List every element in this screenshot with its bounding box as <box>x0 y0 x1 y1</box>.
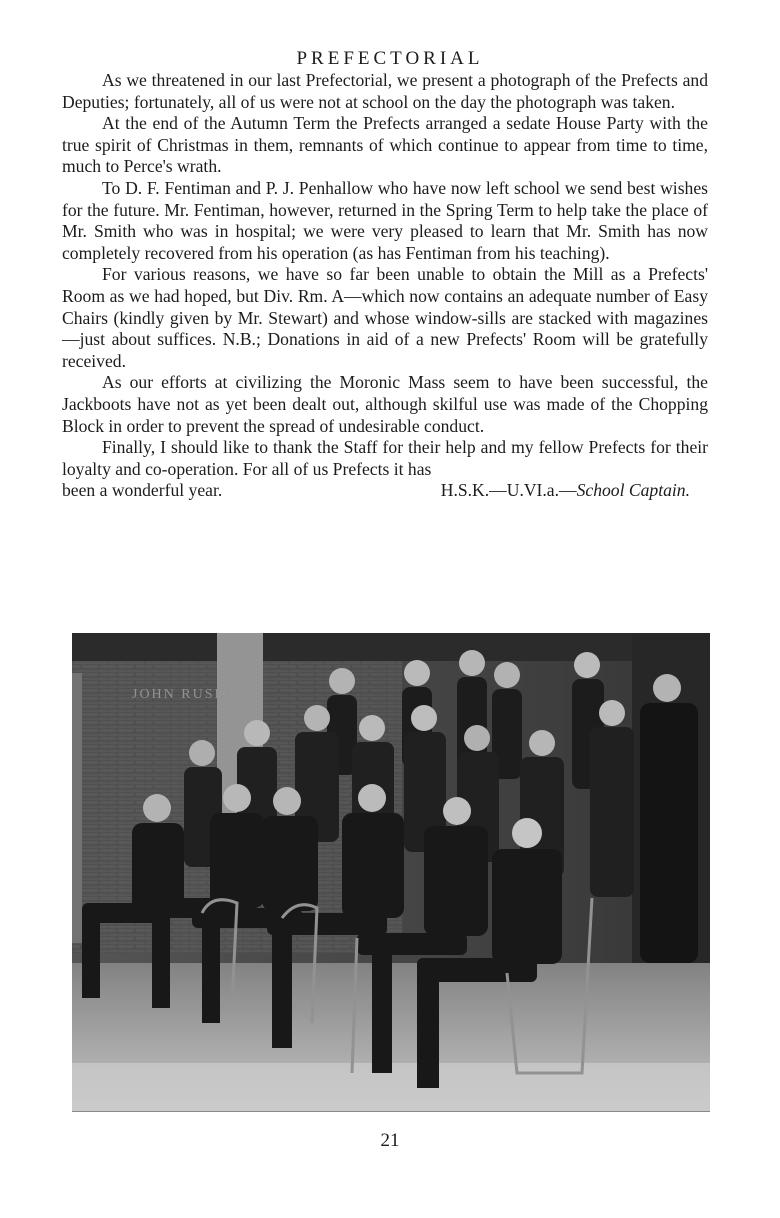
paragraph: For various reasons, we have so far been unable to obtain the Mill as a Prefects' Room as we had hoped, but Div. Rm. A—which now contains an adequate number of Easy Chairs (kindly given by Mr. Stewart) and whose window-sills are stacked with magazines—just about suffices. N.B.; Donations in aid of a new Prefects' Room will be gratefully received. <box>62 264 708 371</box>
signature-role: School Captain. <box>576 480 690 501</box>
page-number: 21 <box>380 1130 400 1151</box>
paragraph: At the end of the Autumn Term the Prefects arranged a sedate House Party with the true spirit of Christmas in them, remnants of which continue to appear from time to time, much to Perce's wrath. <box>62 113 708 177</box>
paragraph: To D. F. Fentiman and P. J. Penhallow who have now left school we send best wishes for the future. Mr. Fentiman, however, returned in the Spring Term to help take the place of Mr. Smith who was in hospital; we were very pleased to learn that Mr. Smith has now completely recovered from his operation (as has Fentiman from his teaching). <box>62 177 708 263</box>
signature <box>441 480 690 502</box>
building-sign: JOHN RUSKI <box>132 687 234 702</box>
prefects-group-photo <box>72 633 710 1112</box>
photo-image <box>72 633 710 1111</box>
paragraph: Finally, I should like to thank the Staff for their help and my fellow Prefects for their loyalty and co-operation. For all of us Prefects it has <box>62 437 708 479</box>
closing-line <box>62 480 708 502</box>
paragraph: As we threatened in our last Prefectorial, we present a photograph of the Prefects and Deputies; fortunately, all of us were not at school on the day the photograph was taken. <box>62 70 708 112</box>
article-body <box>62 70 708 502</box>
closing-text: been a wonderful year. <box>62 480 223 501</box>
page-title: PREFECTORIAL <box>296 48 484 69</box>
signature-initials: H.S.K.—U.VI.a.— <box>440 480 577 501</box>
paragraph: As our efforts at civilizing the Moronic Mass seem to have been successful, the Jackboots have not as yet been dealt out, although skilful use was made of the Chopping Block in order to prevent the spread of undesirable conduct. <box>62 372 708 436</box>
